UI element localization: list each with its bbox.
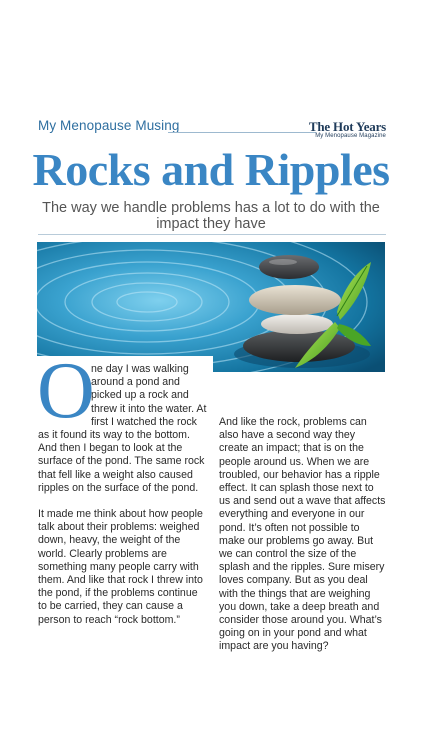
magazine-name: The Hot Years	[308, 119, 386, 134]
page-header	[38, 118, 386, 140]
intro-text: ne day I was walking around a pond and picked up a rock and threw it into the water. At first I watched the rock	[91, 363, 207, 428]
section-label: My Menopause Musing	[38, 118, 180, 133]
article-subtitle: The way we handle problems has a lot to do with the impact they have	[42, 200, 380, 232]
article-title: Rocks and Ripples	[32, 144, 390, 195]
subtitle-divider	[38, 234, 386, 235]
paragraph-3: And like the rock, problems can also have a second way they create an impact; that is on the people around us. When we are troubled, our behavior has a ripple effect. It can splash those next to us and send out a wave that affects everything and everyone in our pond. It’s often not possible to make our problems go away. But we can control the size of the splash and the ripples. Sure misery loves company. But as you deal with the things that are weighing you down, take a deep breath and consider those around you. What’s going on in your pond and what impact are you having?	[219, 416, 386, 653]
paragraph-2: It made me think about how people talk about their problems: weighed down, heavy, the weight of the world. Clearly problems are something many people carry with them. And like that rock I threw into the pond, if the problems continue to be carried, they can cause a person to reach “rock bottom.”	[38, 508, 203, 626]
article-column-right	[219, 416, 387, 667]
magazine-logo	[309, 120, 386, 140]
article-column-left	[38, 429, 208, 640]
paragraph-1-continued: as it found its way to the bottom. And then I began to look at the surface of the pond. The same rock that fell like a weight also caused ripples on the surface of the pond.	[38, 429, 205, 494]
drop-cap: O	[37, 347, 95, 435]
header-divider	[168, 132, 316, 133]
magazine-tagline: My Menopause Magazine	[315, 133, 386, 139]
